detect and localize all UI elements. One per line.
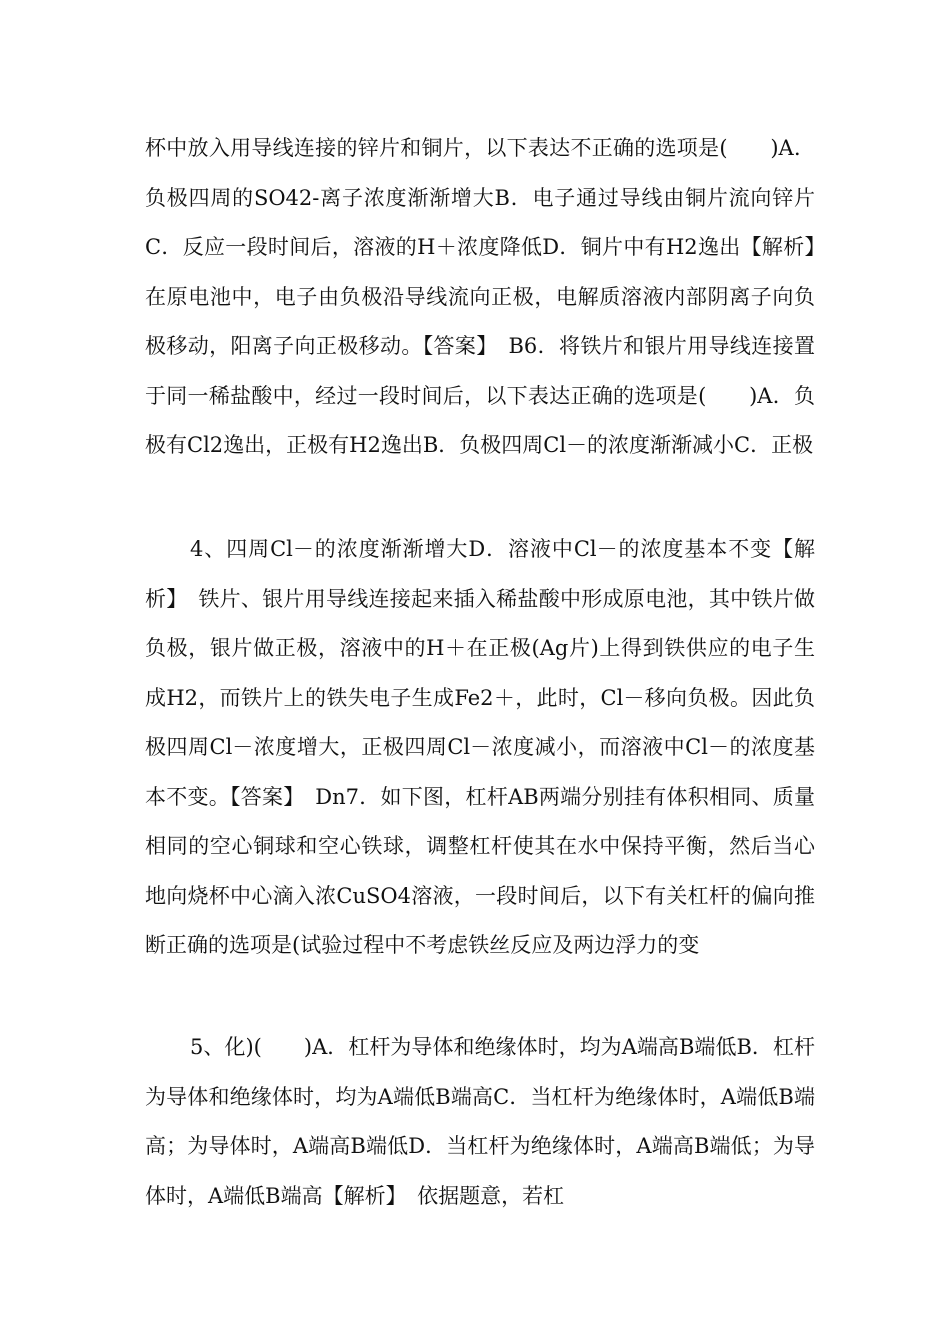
paragraph-1: 杯中放入用导线连接的锌片和铜片，以下表达不正确的选项是( )A．负极四周的SO42-离子浓度渐渐增大B．电子通过导线由铜片流向锌片C．反应一段时间后，溶液的H＋浓度降低D．铜片中有H2逸出【解析】 在原电池中，电子由负极沿导线流向正极，电解质溶液内部阴离子向负极移动，阳离子向正极移动。【答案】 B6．将铁片和银片用导线连接置于同一稀盐酸中，经过一段时间后，以下表达正确的选项是( )A．负极有Cl2逸出，正极有H2逸出B．负极四周Cl－的浓度渐渐减小C．正极 [145, 136, 836, 457]
paragraph-2: 4、四周Cl－的浓度渐渐增大D．溶液中Cl－的浓度基本不变【解析】 铁片、银片用导线连接起来插入稀盐酸中形成原电池，其中铁片做负极，银片做正极，溶液中的H＋在正极(Ag片)上得到铁供应的电子生成H2，而铁片上的铁失电子生成Fe2＋，此时，Cl－移向负极。因此负极四周Cl－浓度增大，正极四周Cl－浓度减小，而溶液中Cl－的浓度基本不变。【答案】 Dn7．如下图，杠杆AB两端分别挂有体积相同、质量相同的空心铜球和空心铁球，调整杠杆使其在水中保持平衡，然后当心地向烧杯中心滴入浓CuSO4溶液，一段时间后，以下有关杠杆的偏向推断正确的选项是(试验过程中不考虑铁丝反应及两边浮力的变 [145, 537, 815, 957]
paragraph-3: 5、化)( )A．杠杆为导体和绝缘体时，均为A端高B端低B．杠杆为导体和绝缘体时，均为A端低B端高C．当杠杆为绝缘体时，A端低B端高；为导体时，A端高B端低D．当杠杆为绝缘体时，A端高B端低；为导体时，A端低B端高【解析】 依据题意，若杠 [145, 1035, 815, 1208]
